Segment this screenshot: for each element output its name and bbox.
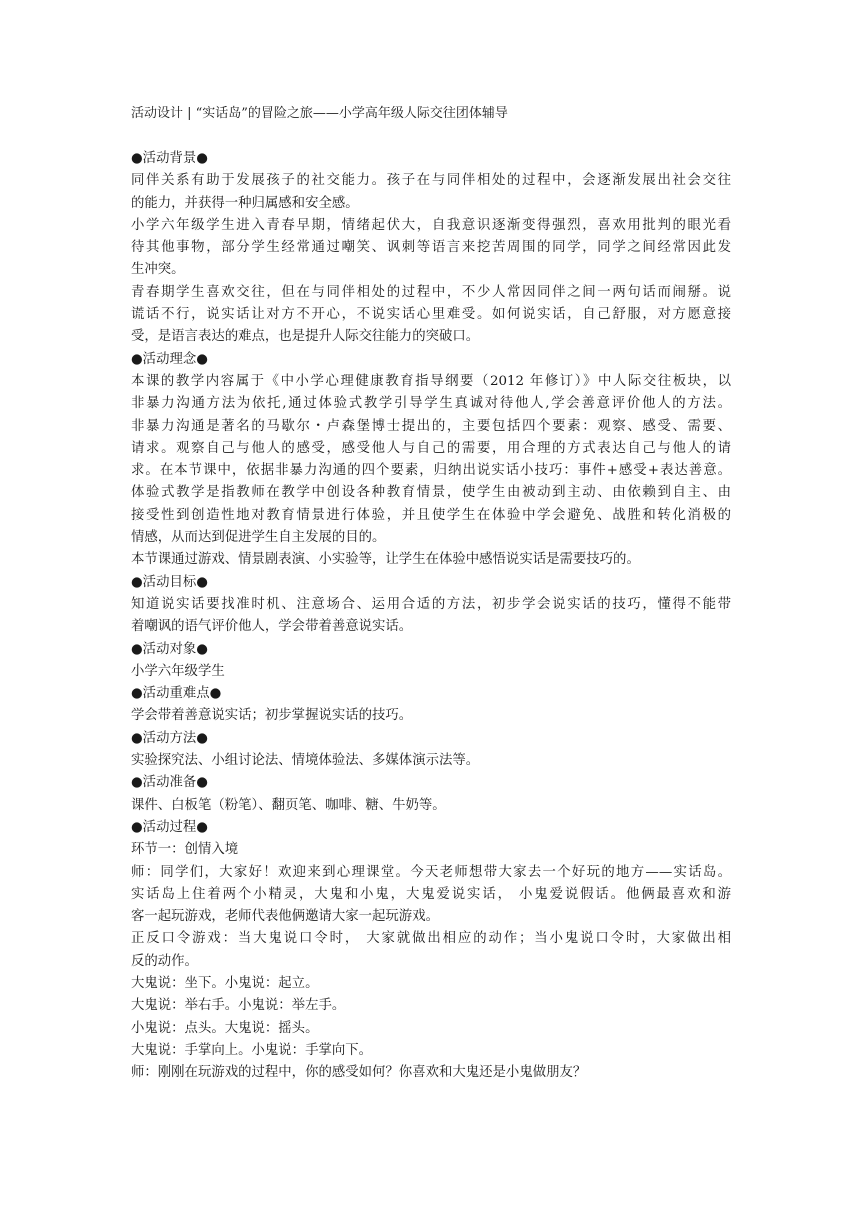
- body-text-line: 着嘲讽的语气评价他人，学会带着善意说实话。: [131, 619, 413, 635]
- body-text-line: 师：同学们，大家好！欢迎来到心理课堂。今天老师想带大家去一个好玩的地方——实话岛。: [131, 864, 731, 880]
- body-text-line: 反的动作。: [131, 953, 198, 969]
- body-text-line: 大鬼说：手掌向上。小鬼说：手掌向下。: [131, 1042, 373, 1058]
- body-text-line: 知道说实话要找准时机、注意场合、运用合适的方法，初步学会说实话的技巧，懂得不能带: [131, 596, 731, 612]
- body-text-line: 小鬼说：点头。大鬼说：摇头。: [131, 1020, 319, 1036]
- section-heading: ●活动方法●: [131, 730, 208, 746]
- body-text-line: 接受性到创造性地对教育情景进行体验，并且使学生在体验中学会避免、战胜和转化消极的: [131, 507, 731, 523]
- body-text-line: 非暴力沟通是著名的马歇尔・卢森堡博士提出的，主要包括四个要素：观察、感受、需要、: [131, 418, 731, 434]
- body-text-line: 小学六年级学生: [131, 663, 225, 679]
- body-text-line: 同伴关系有助于发展孩子的社交能力。孩子在与同伴相处的过程中，会逐渐发展出社会交往: [131, 173, 731, 189]
- section-heading: ●活动准备●: [131, 775, 208, 791]
- body-text-line: 情感，从而达到促进学生自主发展的目的。: [131, 530, 386, 546]
- section-heading: ●活动背景●: [131, 151, 208, 166]
- body-text-line: 小学六年级学生进入青春早期，情绪起伏大，自我意识逐渐变得强烈，喜欢用批判的眼光看: [131, 217, 731, 233]
- body-text-line: 课件、白板笔（粉笔）、翻页笔、咖啡、糖、牛奶等。: [131, 797, 446, 813]
- body-text-line: 正反口令游戏：当大鬼说口令时， 大家就做出相应的动作；当小鬼说口令时，大家做出相: [131, 931, 731, 947]
- body-text-line: 生冲突。: [131, 262, 185, 278]
- body-text-line: 师：刚刚在玩游戏的过程中，你的感受如何？你喜欢和大鬼还是小鬼做朋友？: [131, 1065, 587, 1081]
- body-text-line: 实验探究法、小组讨论法、情境体验法、多媒体演示法等。: [131, 753, 480, 769]
- body-text-line: 求。在本节课中，依据非暴力沟通的四个要素，归纳出说实话小技巧：事件+感受+表达善意。: [131, 463, 731, 479]
- body-text-line: 实话岛上住着两个小精灵，大鬼和小鬼，大鬼爱说实话， 小鬼爱说假话。他俩最喜欢和游: [131, 886, 731, 902]
- body-text-line: 客一起玩游戏，老师代表他俩邀请大家一起玩游戏。: [131, 909, 439, 925]
- document-body: [131, 148, 731, 1084]
- body-text-line: 待其他事物，部分学生经常通过嘲笑、讽刺等语言来挖苦周围的同学，同学之间经常因此发: [131, 240, 731, 256]
- section-heading: ●活动过程●: [131, 819, 208, 835]
- body-text-line: 大鬼说：坐下。小鬼说：起立。: [131, 975, 319, 991]
- body-text-line: 谎话不行，说实话让对方不开心，不说实话心里难受。如何说实话，自己舒服，对方愿意接: [131, 307, 731, 323]
- body-text-line: 大鬼说：举右手。小鬼说：举左手。: [131, 998, 346, 1014]
- document-page: [131, 104, 731, 1084]
- body-text-line: 体验式教学是指教师在教学中创设各种教育情景，使学生由被动到主动、由依赖到自主、由: [131, 485, 731, 501]
- section-heading: ●活动重难点●: [131, 686, 222, 702]
- body-text-line: 受，是语言表达的难点，也是提升人际交往能力的突破口。: [131, 329, 480, 345]
- body-text-line: 学会带着善意说实话；初步掌握说实话的技巧。: [131, 708, 413, 724]
- body-text-line: 环节一：创情入境: [131, 842, 239, 858]
- body-text-line: 本课的教学内容属于《中小学心理健康教育指导纲要（2012 年修订）》中人际交往板块，以: [131, 373, 731, 389]
- document-title: 活动设计 | “实话岛”的冒险之旅——小学高年级人际交往团体辅导: [131, 106, 508, 121]
- body-text-line: 本节课通过游戏、情景剧表演、小实验等，让学生在体验中感悟说实话是需要技巧的。: [131, 552, 640, 568]
- body-text-line: 非暴力沟通方法为依托,通过体验式教学引导学生真诚对待他人,学会善意评价他人的方法。: [131, 396, 731, 412]
- section-heading: ●活动目标●: [131, 574, 208, 590]
- body-text-line: 请求。观察自己与他人的感受，感受他人与自己的需要，用合理的方式表达自己与他人的请: [131, 440, 731, 456]
- body-text-line: 青春期学生喜欢交往，但在与同伴相处的过程中，不少人常因同伴之间一两句话而闹掰。说: [131, 284, 731, 300]
- body-text-line: 的能力，并获得一种归属感和安全感。: [131, 195, 359, 211]
- section-heading: ●活动对象●: [131, 641, 208, 657]
- section-heading: ●活动理念●: [131, 351, 208, 367]
